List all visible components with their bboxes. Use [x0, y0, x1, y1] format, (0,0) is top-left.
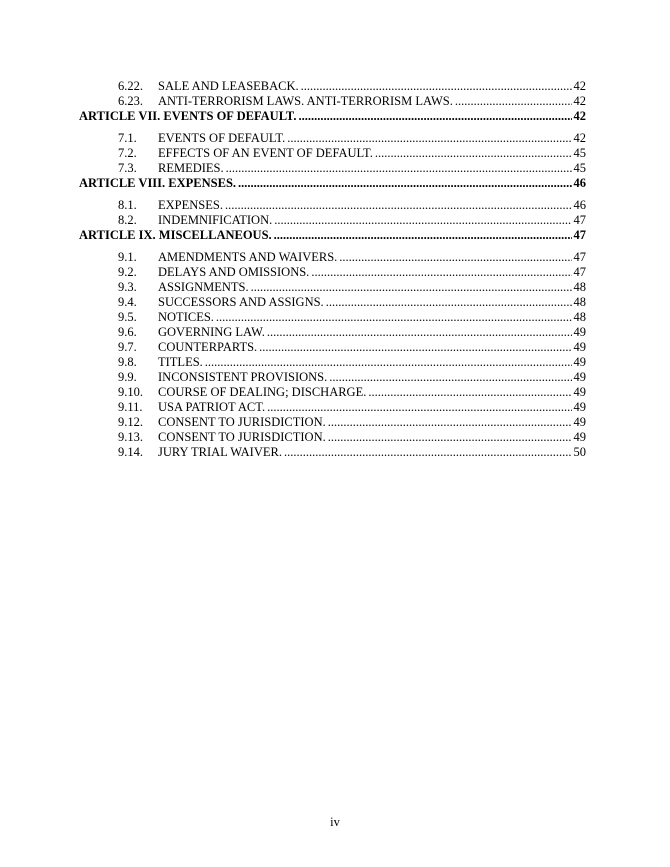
toc-section-number: 6.22. — [118, 79, 143, 93]
toc-entry-title: EXPENSES. — [158, 198, 223, 212]
dot-leader — [328, 415, 572, 430]
toc-page-number: 45 — [573, 161, 586, 175]
toc-entry-title: ASSIGNMENTS. — [158, 280, 249, 294]
toc-section-number: 7.3. — [118, 161, 137, 175]
dot-leader — [238, 176, 571, 191]
toc-page-number: 49 — [573, 430, 586, 444]
dot-leader — [225, 198, 572, 213]
toc-section-number: 9.6. — [118, 325, 137, 339]
toc-page-number: 49 — [573, 325, 586, 339]
dot-leader — [284, 445, 572, 460]
dot-leader — [259, 340, 571, 355]
toc-section-number: 9.1. — [118, 250, 137, 264]
dot-leader — [329, 370, 571, 385]
toc-section-number: 7.2. — [118, 146, 137, 160]
toc-entry-title: NOTICES. — [158, 310, 214, 324]
dot-leader — [274, 228, 572, 243]
toc-page-number: 42 — [573, 109, 586, 123]
toc-entry-title: INDEMNIFICATION. — [158, 213, 273, 227]
toc-page-number: 49 — [573, 415, 586, 429]
toc-entry-title: DELAYS AND OMISSIONS. — [158, 265, 310, 279]
toc-entry-title: REMEDIES. — [158, 161, 224, 175]
toc-entry-title: INCONSISTENT PROVISIONS. — [158, 370, 328, 384]
toc-section-number: 9.5. — [118, 310, 137, 324]
toc-section-entry — [79, 430, 586, 445]
page-number: iv — [330, 815, 340, 829]
toc-section-number: 9.12. — [118, 415, 143, 429]
toc-section-number: 9.4. — [118, 295, 137, 309]
dot-leader — [368, 385, 571, 400]
toc-section-entry — [79, 250, 586, 265]
toc-section-number: 6.23. — [118, 94, 143, 108]
toc-section-entry — [79, 146, 586, 161]
dot-leader — [226, 161, 572, 176]
toc-page-number: 49 — [573, 385, 586, 399]
toc-section-entry — [79, 131, 586, 146]
toc-section-entry — [79, 415, 586, 430]
toc-page-number: 48 — [573, 295, 586, 309]
dot-leader — [205, 355, 572, 370]
dot-leader — [267, 400, 571, 415]
dot-leader — [267, 325, 572, 340]
toc-page-number: 49 — [573, 400, 586, 414]
toc-section-entry — [79, 340, 586, 355]
toc-section-number: 9.13. — [118, 430, 143, 444]
toc-section-entry — [79, 94, 586, 109]
toc-section-entry — [79, 310, 586, 325]
dot-leader — [375, 146, 572, 161]
dot-leader — [311, 265, 571, 280]
dot-leader — [328, 430, 572, 445]
toc-section-entry — [79, 79, 586, 94]
toc-section-number: 9.7. — [118, 340, 137, 354]
toc-article-entry — [79, 109, 586, 124]
toc-article-entry — [79, 228, 586, 243]
toc-page-number: 48 — [573, 310, 586, 324]
table-of-contents — [79, 79, 586, 460]
toc-page-number: 42 — [573, 131, 586, 145]
toc-entry-title: ARTICLE IX. MISCELLANEOUS. — [79, 228, 272, 242]
dot-leader — [216, 310, 572, 325]
dot-leader — [251, 280, 572, 295]
toc-section-number: 9.10. — [118, 385, 143, 399]
toc-section-entry — [79, 198, 586, 213]
toc-section-number: 9.2. — [118, 265, 137, 279]
toc-page-number: 49 — [573, 340, 586, 354]
toc-section-entry — [79, 161, 586, 176]
toc-entry-title: EFFECTS OF AN EVENT OF DEFAULT. — [158, 146, 373, 160]
toc-entry-title: GOVERNING LAW. — [158, 325, 265, 339]
toc-page-number: 47 — [573, 250, 586, 264]
toc-section-entry — [79, 265, 586, 280]
toc-section-number: 9.8. — [118, 355, 137, 369]
toc-section-number: 9.11. — [118, 400, 143, 414]
toc-entry-title: EVENTS OF DEFAULT. — [158, 131, 286, 145]
toc-section-entry — [79, 325, 586, 340]
toc-article-entry — [79, 176, 586, 191]
toc-section-entry — [79, 385, 586, 400]
toc-entry-title: SALE AND LEASEBACK. — [158, 79, 299, 93]
toc-section-number: 8.2. — [118, 213, 137, 227]
toc-page-number: 46 — [573, 176, 586, 190]
toc-section-entry — [79, 295, 586, 310]
toc-page-number: 47 — [573, 265, 586, 279]
dot-leader — [455, 94, 572, 109]
toc-section-number: 8.1. — [118, 198, 137, 212]
toc-page-number: 46 — [573, 198, 586, 212]
toc-entry-title: SUCCESSORS AND ASSIGNS. — [158, 295, 324, 309]
toc-entry-title: ANTI-TERRORISM LAWS. ANTI-TERRORISM LAWS. — [158, 94, 453, 108]
toc-entry-title: CONSENT TO JURISDICTION. — [158, 430, 326, 444]
toc-entry-title: JURY TRIAL WAIVER. — [158, 445, 282, 459]
toc-entry-title: ARTICLE VIII. EXPENSES. — [79, 176, 237, 190]
toc-section-entry — [79, 445, 586, 460]
toc-section-entry — [79, 280, 586, 295]
toc-page-number: 49 — [573, 370, 586, 384]
dot-leader — [298, 109, 571, 124]
toc-entry-title: COUNTERPARTS. — [158, 340, 258, 354]
toc-page-number: 47 — [573, 213, 586, 227]
toc-page-number: 50 — [573, 445, 586, 459]
toc-page-number: 42 — [573, 79, 586, 93]
dot-leader — [301, 79, 572, 94]
toc-section-entry — [79, 213, 586, 228]
dot-leader — [339, 250, 571, 265]
toc-section-number: 9.14. — [118, 445, 143, 459]
dot-leader — [274, 213, 571, 228]
toc-entry-title: AMENDMENTS AND WAIVERS. — [158, 250, 338, 264]
toc-section-number: 9.9. — [118, 370, 137, 384]
toc-section-number: 7.1. — [118, 131, 137, 145]
toc-section-number: 9.3. — [118, 280, 137, 294]
dot-leader — [326, 295, 572, 310]
toc-entry-title: USA PATRIOT ACT. — [158, 400, 266, 414]
dot-leader — [287, 131, 571, 146]
toc-entry-title: ARTICLE VII. EVENTS OF DEFAULT. — [79, 109, 297, 123]
toc-page-number: 49 — [573, 355, 586, 369]
toc-page-number: 45 — [573, 146, 586, 160]
toc-entry-title: CONSENT TO JURISDICTION. — [158, 415, 326, 429]
toc-entry-title: COURSE OF DEALING; DISCHARGE. — [158, 385, 367, 399]
toc-section-entry — [79, 400, 586, 415]
toc-section-entry — [79, 370, 586, 385]
toc-page-number: 47 — [573, 228, 586, 242]
toc-page-number: 42 — [573, 94, 586, 108]
toc-section-entry — [79, 355, 586, 370]
toc-page-number: 48 — [573, 280, 586, 294]
toc-entry-title: TITLES. — [158, 355, 203, 369]
